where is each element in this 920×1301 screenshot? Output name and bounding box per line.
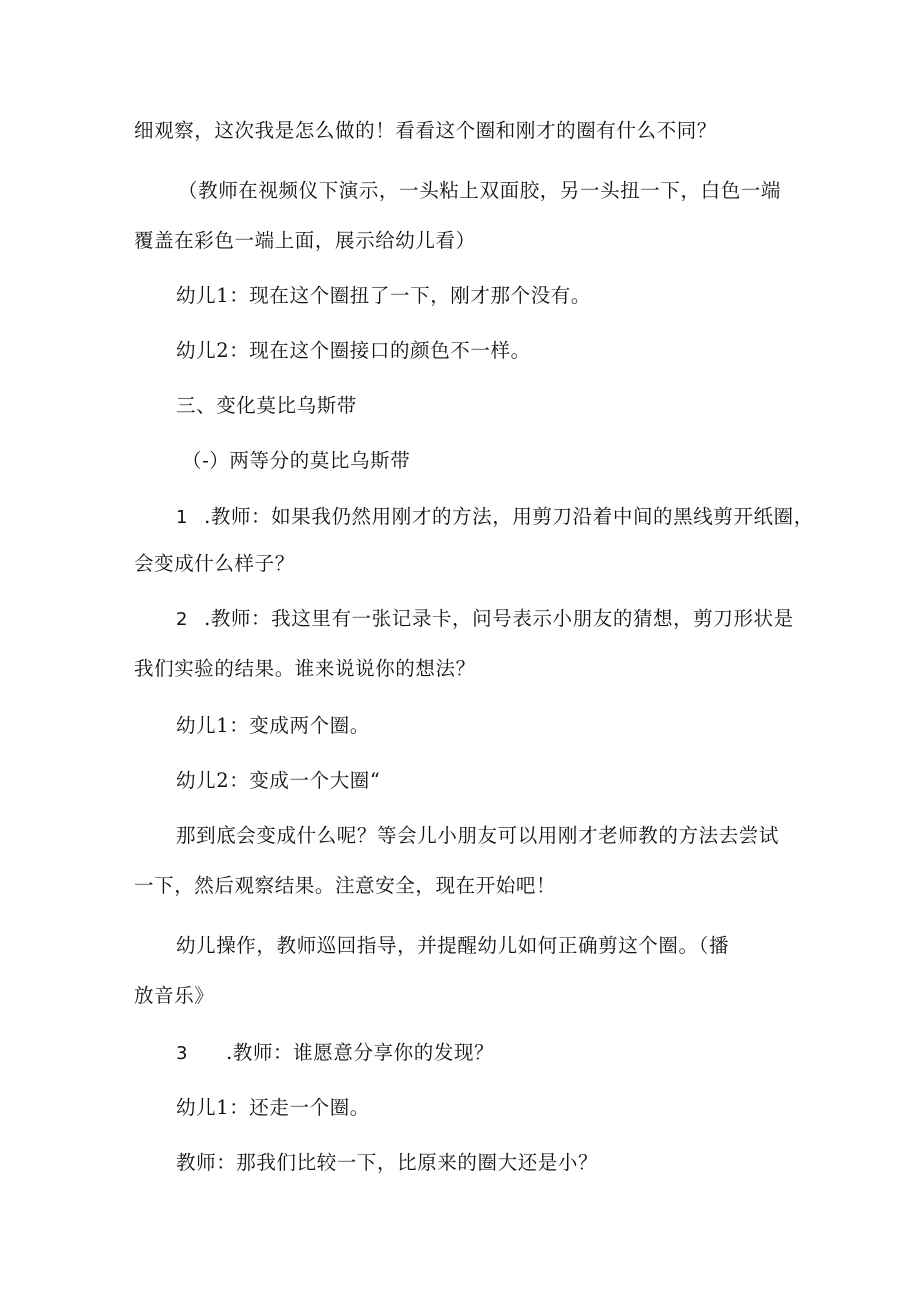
dialogue-line: 教师：那我们比较一下，比原来的圈大还是小？ [176,1151,599,1174]
numbered-item [176,606,794,633]
item-number: 3 [176,1043,189,1064]
paragraph-line: 覆盖在彩色一端上面，展示给幼儿看） [134,229,476,252]
numbered-item [176,1040,494,1067]
section-heading: 三、变化莫比乌斯带 [176,394,357,417]
dialogue-line: 幼儿2：现在这个圈接口的颜色不一样。 [176,339,531,362]
dialogue-line: 幼儿1：现在这个圈扭了一下，刚才那个没有。 [176,284,592,307]
item-text: .教师：如果我仍然用刚才的方法，用剪刀沿着中间的黑线剪开纸圈， [204,505,814,528]
paragraph-line: 一下，然后观察结果。注意安全，现在开始吧！ [134,874,557,897]
dialogue-line: 幼儿1：变成两个圈。 [176,714,370,737]
dialogue-line: 幼儿2：变成一个大圈“ [176,769,381,792]
paragraph-line: 会变成什么样子？ [134,552,295,575]
dialogue-line: 幼儿1：还走一个圈。 [176,1096,370,1119]
paragraph-line: 幼儿操作，教师巡回指导，并提醒幼儿如何正确剪这个圈。（播 [176,934,730,957]
paragraph-line: 细观察，这次我是怎么做的！看看这个圈和刚才的圈有什么不同？ [134,119,717,142]
paragraph-line: 放音乐》 [134,984,215,1007]
paragraph-line: 那到底会变成什么呢？等会儿小朋友可以用刚才老师教的方法去尝试 [176,824,780,847]
paragraph-line: 我们实验的结果。谁来说说你的想法？ [134,657,476,680]
numbered-item [176,504,814,531]
subsection-heading: （-）两等分的莫比乌斯带 [182,449,411,472]
item-text: .教师：我这里有一张记录卡，问号表示小朋友的猜想，剪刀形状是 [204,607,794,630]
paragraph-line: （教师在视频仪下演示，一头粘上双面胶，另一头扭一下，白色一端 [178,179,782,202]
item-number: 1 [176,507,189,528]
item-text: .教师：谁愿意分享你的发现？ [226,1041,495,1064]
item-number: 2 [176,609,189,630]
